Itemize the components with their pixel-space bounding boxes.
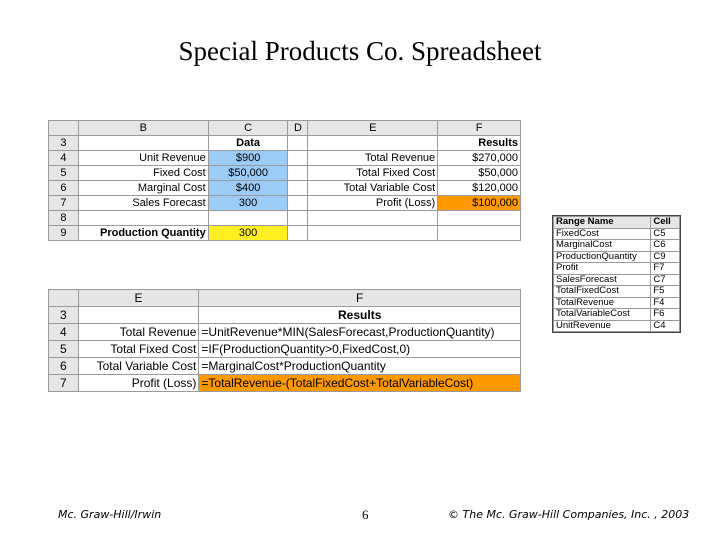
range-name[interactable]: Profit — [554, 263, 651, 275]
cell-c3[interactable]: Data — [208, 136, 288, 151]
table-row — [49, 324, 521, 341]
column-header-e[interactable]: E — [308, 121, 438, 136]
cell-c4[interactable]: $900 — [208, 151, 288, 166]
cell-f7[interactable]: $100,000 — [438, 196, 521, 211]
cell-e4[interactable]: Total Revenue — [78, 324, 199, 341]
range-name[interactable]: ProductionQuantity — [554, 251, 651, 263]
table-row — [49, 196, 521, 211]
range-cell[interactable]: C6 — [651, 240, 680, 252]
row-header[interactable]: 3 — [49, 136, 79, 151]
row-header[interactable]: 4 — [49, 324, 79, 341]
list-item — [554, 251, 680, 263]
range-name[interactable]: TotalRevenue — [554, 297, 651, 309]
cell-c7[interactable]: 300 — [208, 196, 288, 211]
cell-d6[interactable] — [288, 181, 308, 196]
column-header-row — [49, 290, 521, 307]
range-name[interactable]: MarginalCost — [554, 240, 651, 252]
row-header[interactable]: 3 — [49, 307, 79, 324]
table-row — [49, 136, 521, 151]
range-cell[interactable]: F4 — [651, 297, 680, 309]
range-cell[interactable]: C9 — [651, 251, 680, 263]
list-item — [554, 274, 680, 286]
table-row — [49, 375, 521, 392]
row-header[interactable]: 6 — [49, 358, 79, 375]
cell-f4[interactable]: $270,000 — [438, 151, 521, 166]
range-cell[interactable]: C4 — [651, 320, 680, 332]
list-item — [554, 320, 680, 332]
cell-d7[interactable] — [288, 196, 308, 211]
cell-d5[interactable] — [288, 166, 308, 181]
spreadsheet-values — [48, 120, 521, 241]
table-row — [49, 358, 521, 375]
column-header-e[interactable]: E — [78, 290, 199, 307]
cell-f9[interactable] — [438, 226, 521, 241]
cell-f6[interactable]: $120,000 — [438, 181, 521, 196]
cell-f4-formula[interactable]: =UnitRevenue*MIN(SalesForecast,ProductionQuantity) — [199, 324, 521, 341]
cell-f7-formula[interactable]: =TotalRevenue-(TotalFixedCost+TotalVariableCost) — [199, 375, 521, 392]
cell-c9[interactable]: 300 — [208, 226, 288, 241]
row-header[interactable]: 9 — [49, 226, 79, 241]
slide-title: Special Products Co. Spreadsheet — [178, 36, 542, 66]
cell-f3[interactable]: Results — [199, 307, 521, 324]
column-header-row — [49, 121, 521, 136]
cell-f6-formula[interactable]: =MarginalCost*ProductionQuantity — [199, 358, 521, 375]
cell-f5[interactable]: $50,000 — [438, 166, 521, 181]
cell-b5[interactable]: Fixed Cost — [78, 166, 208, 181]
cell-e9[interactable] — [308, 226, 438, 241]
cell-e5[interactable]: Total Fixed Cost — [78, 341, 199, 358]
cell-c8[interactable] — [208, 211, 288, 226]
cell-b4[interactable]: Unit Revenue — [78, 151, 208, 166]
corner-cell[interactable] — [49, 121, 79, 136]
cell-b6[interactable]: Marginal Cost — [78, 181, 208, 196]
row-header[interactable]: 6 — [49, 181, 79, 196]
list-item — [554, 297, 680, 309]
range-name[interactable]: FixedCost — [554, 228, 651, 240]
cell-b3[interactable] — [78, 136, 208, 151]
cell-e6[interactable]: Total Variable Cost — [308, 181, 438, 196]
row-header[interactable]: 4 — [49, 151, 79, 166]
list-item — [554, 228, 680, 240]
column-header-f[interactable]: F — [199, 290, 521, 307]
cell-e7[interactable]: Profit (Loss) — [78, 375, 199, 392]
cell-f8[interactable] — [438, 211, 521, 226]
row-header[interactable]: 7 — [49, 375, 79, 392]
cell-e7[interactable]: Profit (Loss) — [308, 196, 438, 211]
range-cell[interactable]: C7 — [651, 274, 680, 286]
row-header[interactable]: 5 — [49, 341, 79, 358]
cell-c6[interactable]: $400 — [208, 181, 288, 196]
table-row — [49, 307, 521, 324]
column-header-b[interactable]: B — [78, 121, 208, 136]
list-item — [554, 309, 680, 321]
cell-e8[interactable] — [308, 211, 438, 226]
cell-e4[interactable]: Total Revenue — [308, 151, 438, 166]
range-name[interactable]: TotalVariableCost — [554, 309, 651, 321]
range-cell-header: Cell — [651, 217, 680, 229]
cell-e3[interactable] — [78, 307, 199, 324]
cell-e5[interactable]: Total Fixed Cost — [308, 166, 438, 181]
footer-copyright: © The Mc. Graw-Hill Companies, Inc. , 2003 — [448, 508, 690, 521]
cell-b9[interactable]: Production Quantity — [78, 226, 208, 241]
cell-f5-formula[interactable]: =IF(ProductionQuantity>0,FixedCost,0) — [199, 341, 521, 358]
range-cell[interactable]: F6 — [651, 309, 680, 321]
page-number: 6 — [362, 507, 369, 522]
range-cell[interactable]: F5 — [651, 286, 680, 298]
list-item — [554, 240, 680, 252]
cell-d3[interactable] — [288, 136, 308, 151]
corner-cell[interactable] — [49, 290, 79, 307]
cell-c5[interactable]: $50,000 — [208, 166, 288, 181]
range-cell[interactable]: F7 — [651, 263, 680, 275]
cell-f3[interactable]: Results — [438, 136, 521, 151]
range-name[interactable]: UnitRevenue — [554, 320, 651, 332]
row-header[interactable]: 8 — [49, 211, 79, 226]
column-header-f[interactable]: F — [438, 121, 521, 136]
cell-d4[interactable] — [288, 151, 308, 166]
cell-b7[interactable]: Sales Forecast — [78, 196, 208, 211]
list-item — [554, 263, 680, 275]
column-header-c[interactable]: C — [208, 121, 288, 136]
table-row — [49, 341, 521, 358]
row-header[interactable]: 7 — [49, 196, 79, 211]
footer-publisher: Mc. Graw-Hill/Irwin — [58, 508, 162, 521]
cell-d8[interactable] — [288, 211, 308, 226]
cell-b8[interactable] — [78, 211, 208, 226]
list-item — [554, 286, 680, 298]
spreadsheet-formulas — [48, 289, 521, 392]
range-name[interactable]: TotalFixedCost — [554, 286, 651, 298]
cell-e3[interactable] — [308, 136, 438, 151]
table-row — [49, 211, 521, 226]
table-row — [49, 151, 521, 166]
table-row — [49, 181, 521, 196]
range-name-header: Range Name — [554, 217, 651, 229]
column-header-d[interactable]: D — [288, 121, 308, 136]
range-names-header — [554, 217, 680, 229]
cell-d9[interactable] — [288, 226, 308, 241]
range-names-table — [553, 216, 680, 332]
cell-e6[interactable]: Total Variable Cost — [78, 358, 199, 375]
table-row — [49, 166, 521, 181]
range-cell[interactable]: C5 — [651, 228, 680, 240]
table-row — [49, 226, 521, 241]
range-name[interactable]: SalesForecast — [554, 274, 651, 286]
row-header[interactable]: 5 — [49, 166, 79, 181]
